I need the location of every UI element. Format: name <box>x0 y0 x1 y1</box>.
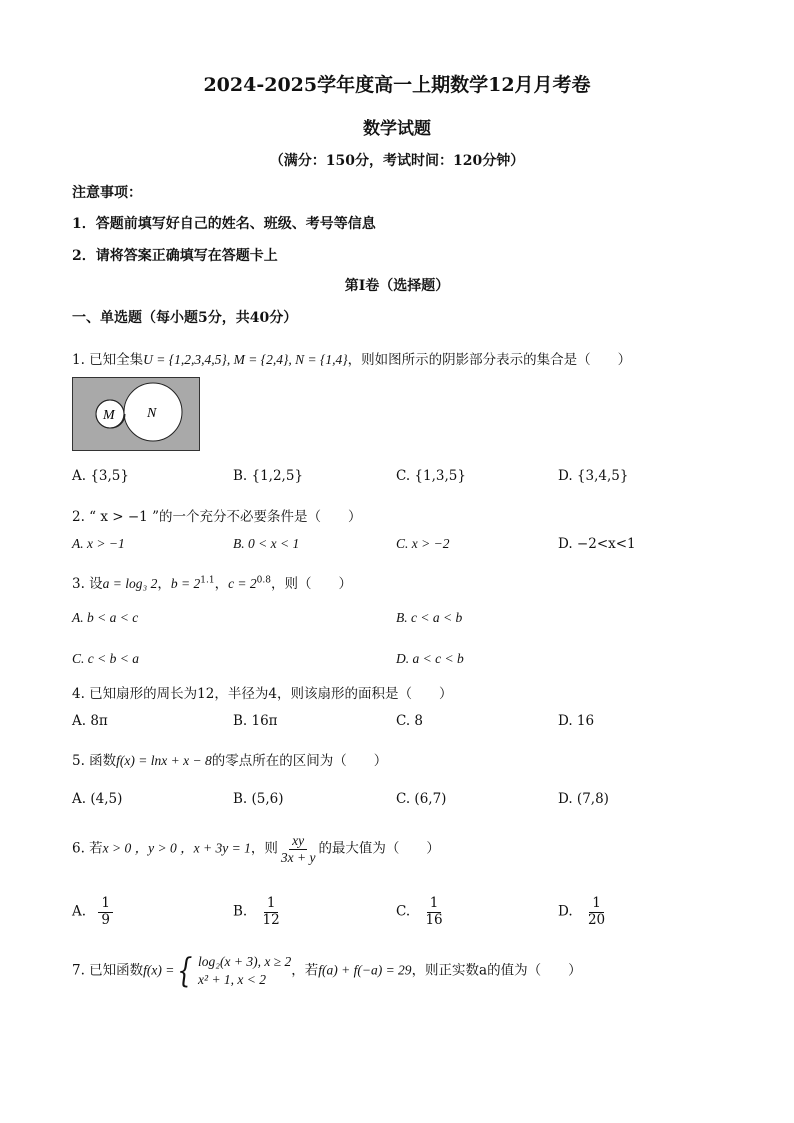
q1-option-c[interactable]: C. {1,3,5} <box>396 468 466 484</box>
q6-stem-mid: ，则 <box>250 840 278 857</box>
q6-stem-suffix: 的最大值为（ ） <box>318 840 440 857</box>
q7-brace: { <box>177 951 193 992</box>
q5-stem-suffix: 的零点所在的区间为（ ） <box>211 753 388 769</box>
q2-stem: 2. “ x > −1 ”的一个充分不必要条件是（ ） <box>72 509 362 525</box>
q5-stem-prefix: 5. 函数 <box>72 753 117 769</box>
notice-heading: 注意事项： <box>72 185 142 201</box>
q1-stem-prefix: 1. 已知全集 <box>72 352 144 368</box>
q7-piecewise <box>174 951 292 992</box>
q6-option-d-letter: D. <box>558 903 573 920</box>
q3-option-b[interactable]: B. c < a < b <box>396 610 463 625</box>
q3-option-a[interactable]: A. b < a < c <box>72 610 139 625</box>
q7-cond: f(a) + f(−a) = 29 <box>318 962 412 978</box>
q6-option-b-letter: B. <box>233 903 248 920</box>
q6-option-c-letter: C. <box>396 903 411 920</box>
q7-case-2: x² + 1, x < 2 <box>198 972 267 988</box>
exam-info: （满分：150分，考试时间：120分钟） <box>269 153 525 169</box>
q6-option-a-letter: A. <box>72 903 87 920</box>
q5-stem <box>72 749 387 769</box>
venn-diagram <box>72 377 200 451</box>
q3-option-d[interactable]: D. a < c < b <box>396 651 464 666</box>
q6-option-b-num: 1 <box>264 896 279 913</box>
q1-stem-math: U = {1,2,3,4,5}, M = {2,4}, N = {1,4} <box>143 352 348 367</box>
q2-option-b[interactable]: B. 0 < x < 1 <box>233 536 300 551</box>
q1-option-b[interactable]: B. {1,2,5} <box>233 468 304 484</box>
notice-item-1: 1．答题前填写好自己的姓名、班级、考号等信息 <box>72 216 376 232</box>
q3-c: c = 2 <box>228 576 257 591</box>
q2-option-a[interactable]: A. x > −1 <box>72 536 125 551</box>
q7-f: f(x) = <box>143 962 175 978</box>
q7-case-1: log₂(x + 3), x ≥ 2 <box>198 954 292 969</box>
venn-label-n: N <box>147 406 157 421</box>
q6-option-c-den: 16 <box>425 911 443 928</box>
venn-label-m: M <box>103 408 115 423</box>
q3-stem-suffix: ，则（ ） <box>271 576 352 592</box>
q6-option-a-frac <box>98 896 113 928</box>
q6-stem <box>72 833 440 865</box>
q4-stem: 4. 已知扇形的周长为12，半径为4，则该扇形的面积是（ ） <box>72 686 453 702</box>
q5-option-d[interactable]: D. (7,8) <box>558 791 609 807</box>
q5-option-c[interactable]: C. (6,7) <box>396 791 447 807</box>
q6-option-a[interactable] <box>72 896 113 928</box>
q3-stem: 3. 设a = log₃ 2，$b = 2^{1.1}$，$c = 2^{0.8}$，则（ ） <box>72 575 352 592</box>
q7-stem <box>72 951 582 992</box>
q2-option-c[interactable]: C. x > −2 <box>396 536 450 551</box>
q3-a: a = log₃ 2 <box>102 576 158 591</box>
q6-option-c-frac <box>422 896 445 928</box>
q4-option-a[interactable]: A. 8π <box>72 713 108 729</box>
q6-frac-num: xy <box>289 833 307 850</box>
q6-option-c[interactable] <box>396 896 446 928</box>
exam-subtitle: 数学试题 <box>363 119 431 139</box>
q6-option-d-den: 20 <box>587 911 606 928</box>
q6-fraction <box>278 833 319 865</box>
q5-option-a[interactable]: A. (4,5) <box>72 791 123 807</box>
q6-option-d-num: 1 <box>589 896 604 913</box>
q6-option-d-frac <box>585 896 608 928</box>
notice-item-2: 2．请将答案正确填写在答题卡上 <box>72 248 278 264</box>
q2-option-d[interactable]: D. −2<x<1 <box>558 536 636 552</box>
q7-stem-suffix: ，则正实数a的值为（ ） <box>411 962 582 979</box>
q3-c-exp: 0.8 <box>256 575 271 586</box>
q1-option-d[interactable]: D. {3,4,5} <box>558 468 629 484</box>
q7-stem-prefix: 7. 已知函数 <box>72 962 144 979</box>
q3-stem-prefix: 3. 设 <box>72 576 103 592</box>
q6-option-b-den: 12 <box>262 911 280 928</box>
q6-cond: x > 0 ，y > 0 ，x + 3y = 1 <box>102 840 251 856</box>
q4-option-c[interactable]: C. 8 <box>396 713 424 729</box>
q6-option-a-num: 1 <box>98 896 113 913</box>
q1-stem <box>72 348 631 368</box>
q6-stem-prefix: 6. 若 <box>72 840 103 857</box>
q3-b-exp: 1.1 <box>200 575 215 586</box>
q4-option-b[interactable]: B. 16π <box>233 713 278 729</box>
q5-stem-math: f(x) = lnx + x − 8 <box>116 753 212 768</box>
q6-option-a-den: 9 <box>101 911 110 928</box>
q6-frac-den: 3x + y <box>280 849 316 865</box>
q1-option-a[interactable]: A. {3,5} <box>72 468 129 484</box>
q6-option-b-frac <box>260 896 283 928</box>
q6-option-c-num: 1 <box>427 896 442 913</box>
part1-title: 第I卷（选择题） <box>344 278 450 294</box>
q5-option-b[interactable]: B. (5,6) <box>233 791 284 807</box>
q6-option-b[interactable] <box>233 896 283 928</box>
q6-option-d[interactable] <box>558 896 608 928</box>
q3-b: b = 2 <box>170 576 201 591</box>
section1-title: 一、单选题（每小题5分，共40分） <box>72 310 298 326</box>
exam-title: 2024-2025学年度高一上期数学12月月考卷 <box>203 74 591 96</box>
q4-option-d[interactable]: D. 16 <box>558 713 595 729</box>
q7-stem-mid: ，若 <box>291 962 319 979</box>
q1-stem-suffix: ，则如图所示的阴影部分表示的集合是（ ） <box>347 352 632 368</box>
q3-option-c[interactable]: C. c < b < a <box>72 651 139 666</box>
